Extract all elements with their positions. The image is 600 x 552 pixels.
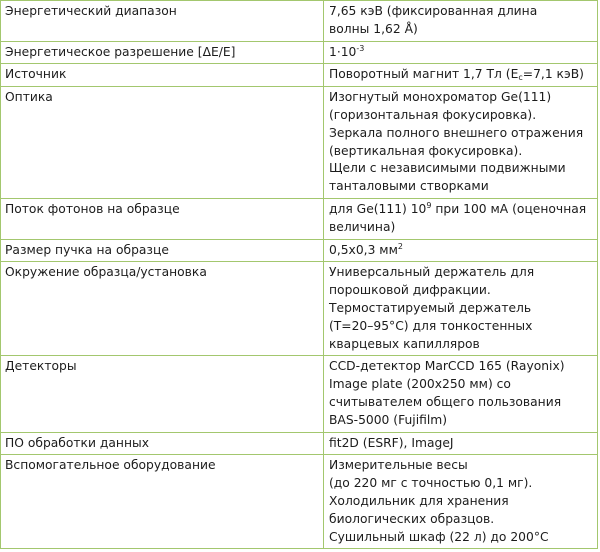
row-label: ПО обработки данных	[1, 432, 324, 455]
row-value	[324, 198, 598, 239]
value-line: Изогнутый монохроматор Ge(111)	[329, 90, 552, 105]
value-line: порошковой дифракции.	[329, 283, 491, 298]
value-line: BAS-5000 (Fujifilm)	[329, 412, 448, 427]
value-line: считывателем общего пользования	[329, 394, 562, 409]
row-value	[324, 87, 598, 199]
value-line: Зеркала полного внешнего отражения	[329, 125, 584, 140]
value-line: 7,65 кэВ (фиксированная длина	[329, 4, 538, 18]
value-line: волны 1,62 Å)	[329, 21, 418, 36]
table-row	[1, 239, 598, 262]
value-line: CCD-детектор MarCCD 165 (Rayonix)	[329, 359, 565, 374]
row-label: Энергетическое разрешение [ΔE/E]	[1, 41, 324, 64]
value-line: кварцевых капилляров	[329, 336, 480, 351]
value-line: (горизонтальная фокусировка).	[329, 107, 537, 122]
value-line: Универсальный держатель для	[329, 265, 535, 280]
table-row	[1, 356, 598, 432]
table-row	[1, 455, 598, 549]
table-row	[1, 64, 598, 87]
value-line: Измерительные весы	[329, 458, 468, 473]
value-line: Холодильник для хранения	[329, 493, 509, 508]
row-value	[324, 455, 598, 549]
value-line: Сушильный шкаф (22 л) до 200°С	[329, 529, 549, 544]
value-text: 0,5x0,3 мм	[329, 242, 398, 257]
row-label: Вспомогательное оборудование	[1, 455, 324, 549]
value-text: для Ge(111) 10	[329, 201, 427, 216]
value-text: 1·10	[329, 44, 357, 59]
row-value	[324, 1, 598, 42]
value-line: (T=20–95°C) для тонкостенных	[329, 318, 533, 333]
value-line: fit2D (ESRF), ImageJ	[329, 435, 454, 450]
value-line: величина)	[329, 219, 396, 234]
value-line: Термостатируемый держатель	[329, 300, 532, 315]
table-row	[1, 432, 598, 455]
value-subscript: c	[518, 73, 523, 83]
value-line: (до 220 мг с точностью 0,1 мг).	[329, 476, 533, 491]
row-label: Размер пучка на образце	[1, 239, 324, 262]
value-line: танталовыми створками	[329, 179, 489, 194]
value-line: биологических образцов.	[329, 511, 495, 526]
row-value	[324, 356, 598, 432]
table-row	[1, 41, 598, 64]
value-text: =7,1 кэВ)	[522, 67, 584, 82]
value-text: при 100 мА (оценочная	[431, 201, 587, 216]
value-line: Щели с независимыми подвижными	[329, 161, 566, 176]
row-label: Поток фотонов на образце	[1, 198, 324, 239]
value-text: Поворотный магнит 1,7 Тл (E	[329, 67, 519, 82]
value-superscript: -3	[356, 43, 365, 53]
table-row	[1, 87, 598, 199]
value-superscript: 9	[426, 200, 432, 210]
row-value	[324, 239, 598, 262]
table-row	[1, 198, 598, 239]
row-label: Детекторы	[1, 356, 324, 432]
table-row	[1, 262, 598, 356]
row-value	[324, 64, 598, 87]
value-line: (вертикальная фокусировка).	[329, 143, 523, 158]
value-superscript: 2	[397, 241, 403, 251]
row-label: Оптика	[1, 87, 324, 199]
row-label: Энергетический диапазон	[1, 1, 324, 42]
row-value	[324, 41, 598, 64]
row-value	[324, 262, 598, 356]
value-line	[329, 201, 591, 219]
row-label: Источник	[1, 64, 324, 87]
value-line: Image plate (200x250 мм) со	[329, 377, 511, 392]
row-value	[324, 432, 598, 455]
row-label: Окружение образца/установка	[1, 262, 324, 356]
table-row	[1, 1, 598, 42]
